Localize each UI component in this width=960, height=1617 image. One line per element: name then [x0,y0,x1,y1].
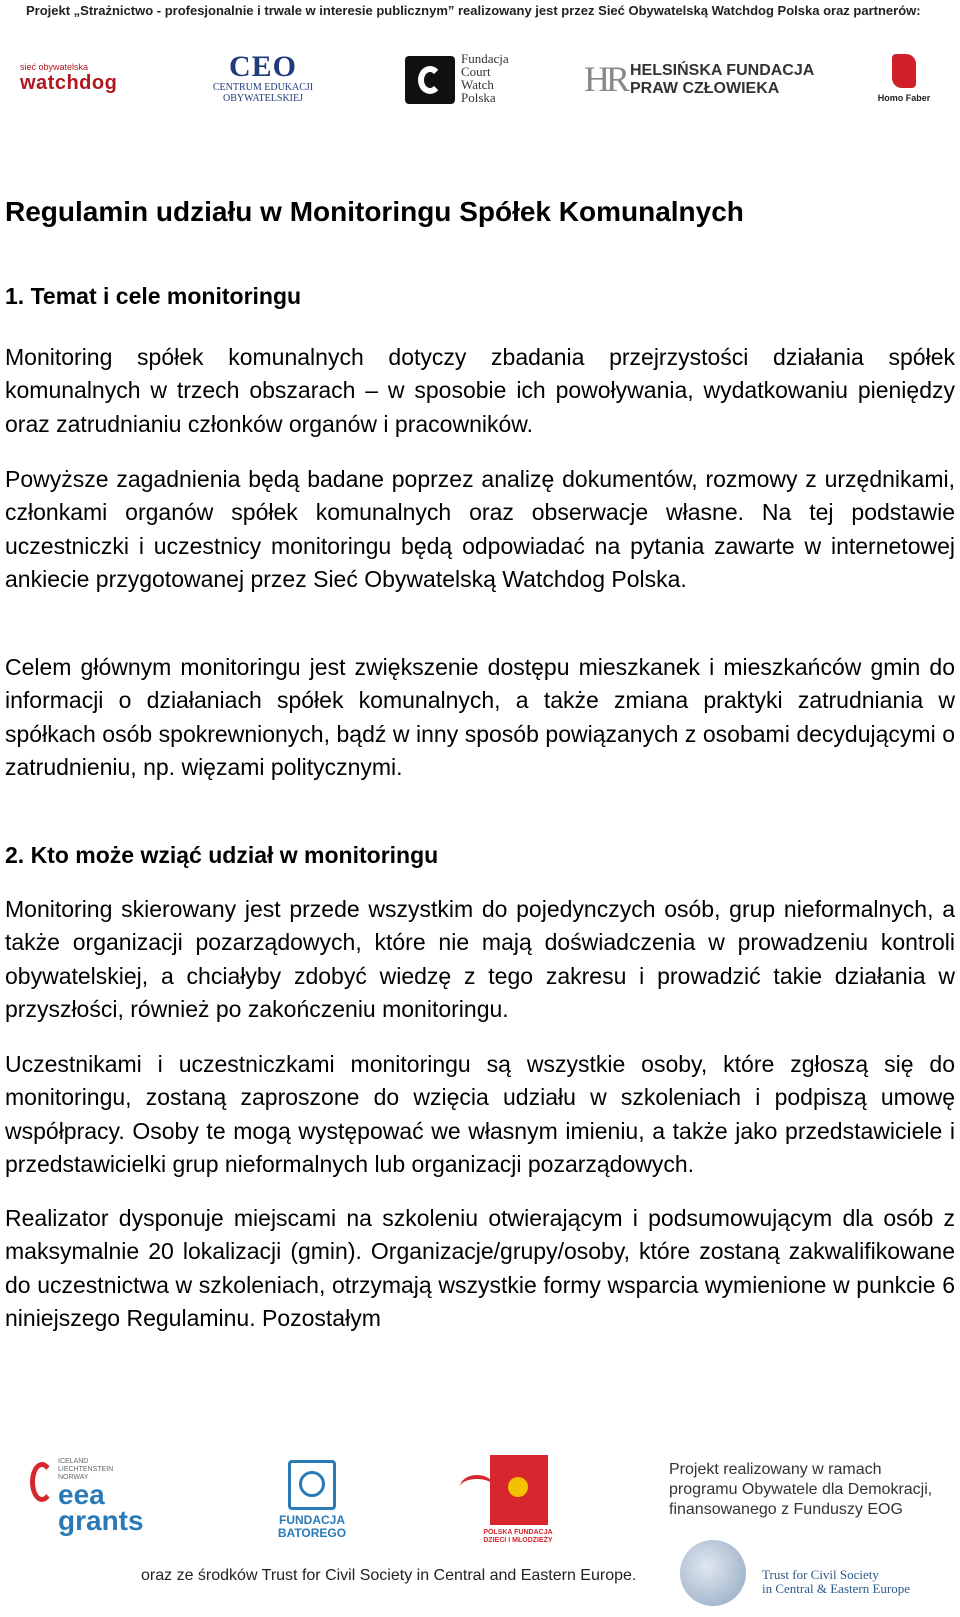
section-2-paragraph-1: Monitoring skierowany jest przede wszystkim do pojedynczych osób, grup nieformalnych, a także organizacji pozarządowych, które nie mają doświadczenia w prowadzeniu kontroli obywatelskiej, a chciałyby zdobyć wiedzę z tego zakresu i prowadzić takie działania w przyszłości, również po zakończeniu monitoringu. [5,896,955,1022]
globe-icon [680,1540,746,1606]
hfhr-line1: HELSIŃSKA FUNDACJA [630,62,815,79]
batory-mark-icon [288,1460,336,1510]
footer-project-note-line3: finansowanego z Funduszy EOG [669,1501,903,1518]
eea-country-1: ICELAND [58,1458,89,1465]
homo-faber-logo [872,54,936,104]
eea-country-2: LIECHTENSTEIN [58,1466,114,1473]
court-watch-line3: Watch [461,77,494,92]
homo-faber-text: Homo Faber [877,93,931,103]
batory-line2: BATOREGO [277,1526,347,1540]
court-watch-line1: Fundacja [461,51,509,66]
section-2-paragraph-3: Realizator dysponuje miejscami na szkoleniu otwierającym i podsumowującym dla osób z maksymalnie 20 lokalizacji (gmin). Organizacje/grupy/osoby, które zostaną zakwalifikowane do uczestnictwa w szkoleniach, otrzymają wszystkie formy wsparcia wymienione w punkcie 6 niniejszego Regulaminu. Pozostałym [5,1205,955,1331]
trust-line1: Trust for Civil Society [762,1567,879,1582]
court-watch-line2: Court [461,64,491,79]
hfhr-text [630,62,814,98]
document-title: Regulamin udziału w Monitoringu Spółek Komunalnych [5,196,744,227]
pfdim-logo [460,1455,570,1547]
ceo-logo [210,52,316,108]
pfdim-text [478,1529,558,1545]
court-watch-logo [405,52,535,108]
hfhr-line2: PRAW CZŁOWIEKA [630,80,780,97]
section-1-paragraph-1: Monitoring spółek komunalnych dotyczy zbadania przejrzystości działania spółek komunalnych w trzech obszarach – w sposobie ich powoływania, wydatkowaniu pieniędzy oraz zatrudnianiu członków organów i pracowników. [5,344,955,437]
trust-text [762,1568,910,1596]
court-watch-text [461,52,509,104]
homo-faber-mark-icon [892,54,916,88]
ceo-logo-line2: OBYWATELSKIEJ [223,93,303,104]
section-2-heading: 2. Kto może wziąć udział w monitoringu [5,842,439,868]
section-1-heading: 1. Temat i cele monitoringu [5,283,302,309]
eea-word: eea [58,1479,105,1510]
eea-country-3: NORWAY [58,1474,89,1481]
pfdim-wing-icon [460,1475,494,1499]
batory-line1: FUNDACJA [279,1513,345,1527]
header-project-note: Projekt „Strażnictwo - profesjonalnie i trwale w interesie publicznym” realizowany jest przez Sieć Obywatelską Watchdog Polska oraz partnerów: [26,3,921,18]
watchdog-logo-name: watchdog [20,72,118,94]
ceo-logo-line1: CENTRUM EDUKACJI [212,82,314,93]
hfhr-mark-icon: HR [584,59,627,99]
section-1-paragraph-2: Powyższe zagadnienia będą badane poprzez analizę dokumentów, rozmowy z urzędnikami, członkami organów spółek komunalnych oraz obserwacje własne. Na tej podstawie uczestniczki i uczestnicy monitoringu będą odpowiadać na pytania zawarte w internetowej ankiecie przygotowanej przez Sieć Obywatelską Watchdog Polska. [5,466,955,592]
footer-project-note-line2: programu Obywatele dla Demokracji, [669,1481,933,1498]
batory-logo [272,1460,352,1548]
eea-grants-logo [30,1458,150,1536]
eea-swirl-icon [30,1462,54,1502]
watchdog-logo-small: sieć obywatelska [20,62,89,72]
ceo-logo-mark: CEO [228,50,297,83]
watchdog-logo [20,62,150,100]
footer-project-note [669,1460,932,1520]
pfdim-line2: DZIECI I MŁODZIEŻY [483,1537,553,1544]
trust-civil-society-logo [680,1540,950,1610]
section-1-paragraph-3: Celem głównym monitoringu jest zwiększenie dostępu mieszkanek i mieszkańców gmin do informacji o działaniach spółek komunalnych, a także zmiana praktyki zatrudniania w spółkach osób spokrewnionych, bądź w inny sposób powiązanych z osobami decydującymi o zatrudnieniu, np. więzami politycznymi. [5,654,955,780]
hfhr-logo [584,58,814,102]
grants-word: grants [58,1505,144,1536]
footer-project-note-line1: Projekt realizowany w ramach [669,1461,882,1478]
court-watch-line4: Polska [461,90,496,105]
pfdim-line1: POLSKA FUNDACJA [483,1529,553,1536]
pfdim-mark-icon [490,1455,548,1525]
court-watch-mark-icon [405,56,455,104]
trust-line2: in Central & Eastern Europe [762,1581,911,1596]
footer-bottom-note: oraz ze środków Trust for Civil Society in Central and Eastern Europe. [141,1567,637,1584]
section-2-paragraph-2: Uczestnikami i uczestniczkami monitoringu są wszystkie osoby, które zgłoszą się do monitoringu, zostaną zaproszone do wzięcia udziału w szkoleniach i podpiszą umowę współpracy. Osoby te mogą występować we własnym imieniu, a także jako przedstawiciele i przedstawicielki grup nieformalnych lub organizacji pozarządowych. [5,1051,955,1177]
